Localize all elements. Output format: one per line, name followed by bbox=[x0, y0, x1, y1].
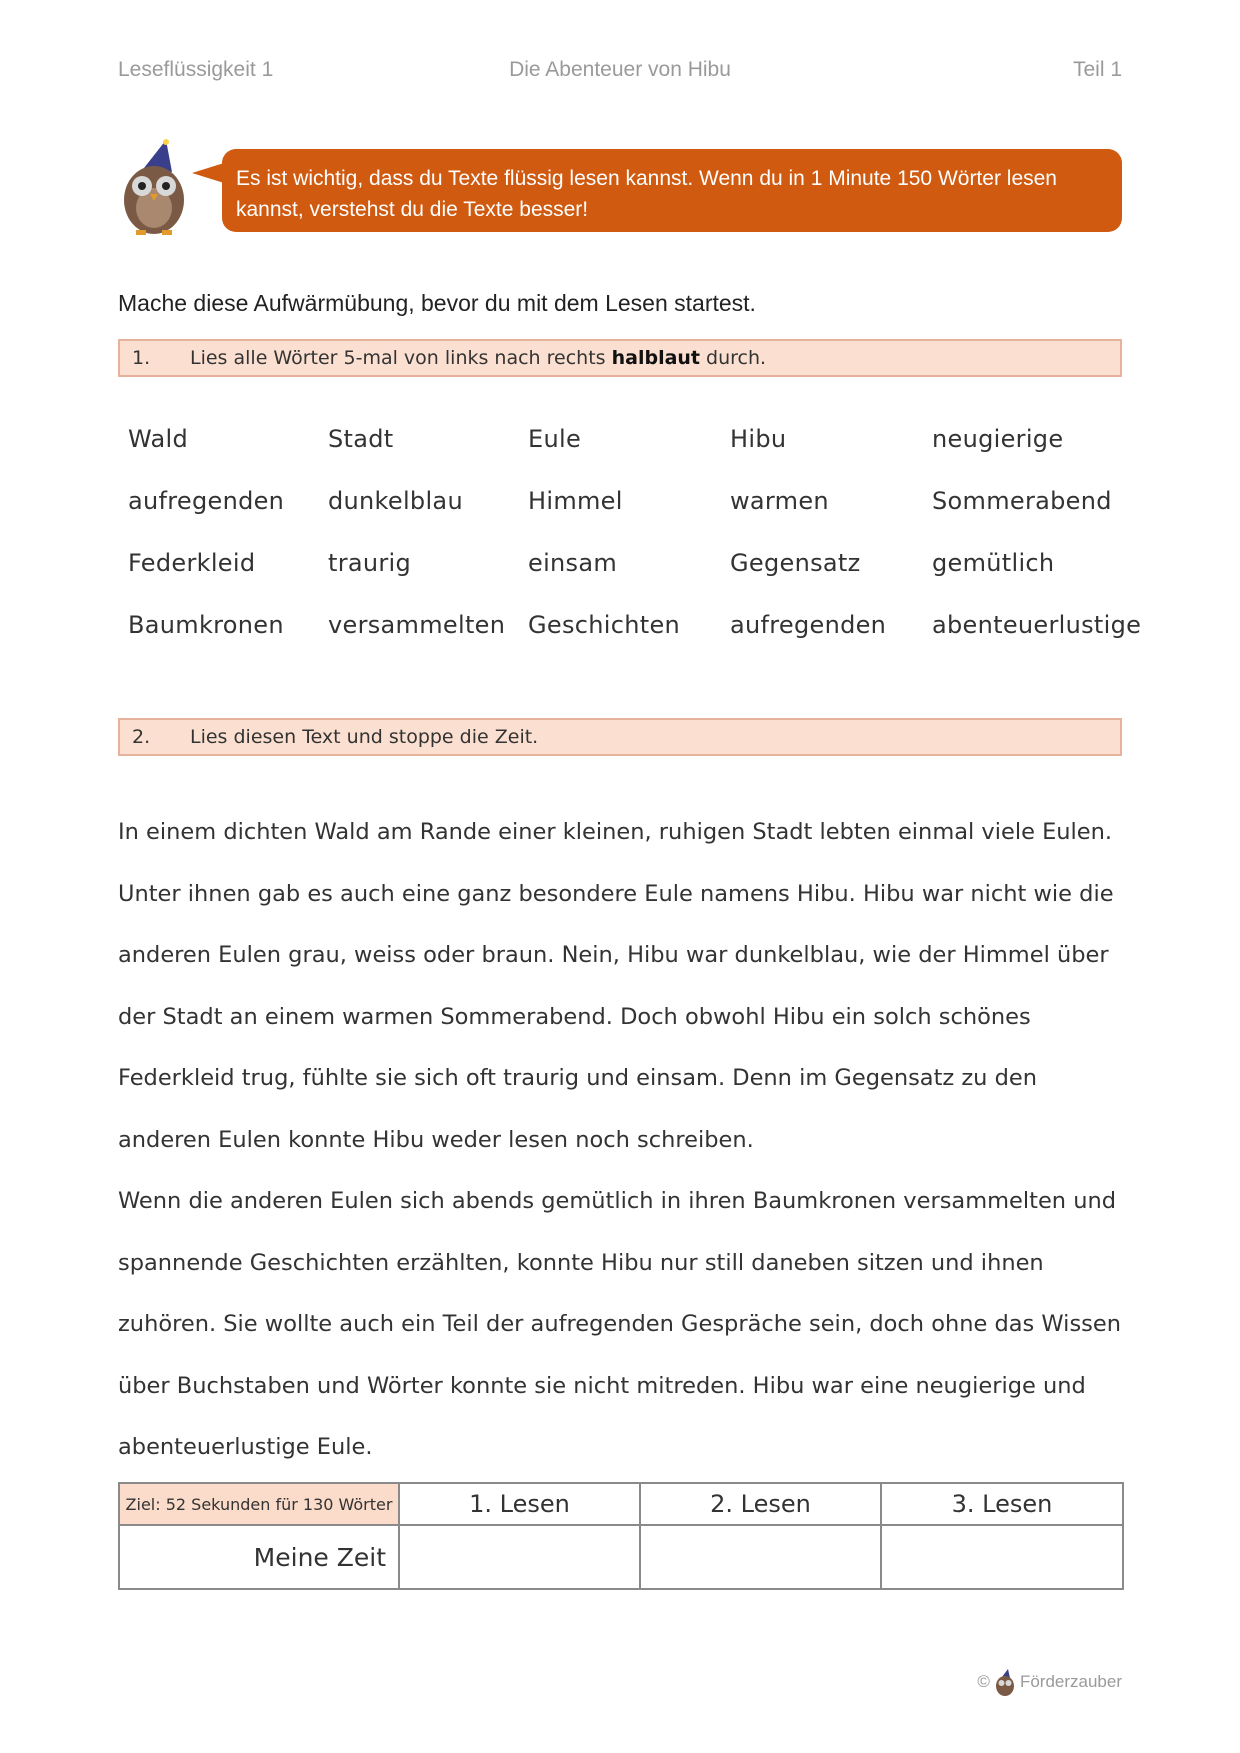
header-title: Die Abenteuer von Hibu bbox=[509, 58, 731, 81]
speech-bubble-tail bbox=[192, 163, 224, 183]
word: einsam bbox=[528, 549, 618, 577]
word: Eule bbox=[528, 425, 582, 453]
word: Wald bbox=[128, 425, 189, 453]
reading-1-header: 1. Lesen bbox=[399, 1483, 640, 1525]
owl-logo-icon bbox=[994, 1668, 1016, 1696]
word: Baumkronen bbox=[128, 611, 284, 639]
page-header bbox=[118, 58, 1122, 88]
goal-cell: Ziel: 52 Sekunden für 130 Wörter bbox=[119, 1483, 399, 1525]
reading-3-time-cell[interactable] bbox=[881, 1525, 1123, 1589]
task-1-bold-word: halblaut bbox=[611, 347, 701, 369]
word: Hibu bbox=[730, 425, 787, 453]
task-1-instruction: Lies alle Wörter 5-mal von links nach rechts halblaut durch. bbox=[190, 347, 767, 369]
my-time-label: Meine Zeit bbox=[119, 1525, 399, 1589]
story-paragraph-1: In einem dichten Wald am Rande einer kleinen, ruhigen Stadt lebten einmal viele Eulen. Unter ihnen gab es auch eine ganz besondere Eule namens Hibu. Hibu war nicht wie die anderen Eulen grau, weiss oder braun. Nein, Hibu war dunkelblau, wie der Himmel über der Stadt an einem warmen Sommerabend. Doch obwohl Hibu ein solch schönes Federkleid trug, fühlte sie sich oft traurig und einsam. Denn im Gegensatz zu den anderen Eulen konnte Hibu weder lesen noch schreiben. bbox=[118, 819, 1114, 1153]
word: Gegensatz bbox=[730, 549, 861, 577]
reading-time-table bbox=[118, 1482, 1124, 1590]
word: Sommerabend bbox=[932, 487, 1112, 515]
owl-wizard-icon bbox=[118, 138, 190, 236]
intro-text: Mache diese Aufwärmübung, bevor du mit dem Lesen startest. bbox=[118, 290, 756, 316]
word: Federkleid bbox=[128, 549, 256, 577]
reading-1-time-cell[interactable] bbox=[399, 1525, 640, 1589]
word: neugierige bbox=[932, 425, 1064, 453]
reading-2-time-cell[interactable] bbox=[640, 1525, 881, 1589]
reading-2-header: 2. Lesen bbox=[640, 1483, 881, 1525]
task-2-number: 2. bbox=[132, 726, 151, 748]
copyright-symbol: © bbox=[977, 1672, 990, 1691]
header-part: Teil 1 bbox=[1072, 58, 1122, 81]
word: warmen bbox=[730, 487, 829, 515]
word: aufregenden bbox=[730, 611, 887, 639]
page-footer bbox=[977, 1668, 1122, 1696]
word: versammelten bbox=[328, 611, 506, 639]
brand-name: Förderzauber bbox=[1019, 1672, 1122, 1691]
word: dunkelblau bbox=[328, 487, 463, 515]
word: Geschichten bbox=[528, 611, 681, 639]
speech-bubble: Es ist wichtig, dass du Texte flüssig lesen kannst. Wenn du in 1 Minute 150 Wörter lesen kannst, verstehst du die Texte besser! bbox=[222, 149, 1122, 232]
word: abenteuerlustige bbox=[932, 611, 1142, 639]
word: traurig bbox=[328, 549, 412, 577]
story-paragraph-2: Wenn die anderen Eulen sich abends gemütlich in ihren Baumkronen versammelten und spannende Geschichten erzählten, konnte Hibu nur still daneben sitzen und ihnen zuhören. Sie wollte auch ein Teil der aufregenden Gespräche sein, doch ohne das Wissen über Buchstaben und Wörter konnte sie nicht mitreden. Hibu war eine neugierige und abenteuerlustige Eule. bbox=[118, 1188, 1121, 1460]
reading-3-header: 3. Lesen bbox=[881, 1483, 1123, 1525]
task-2-bar bbox=[118, 718, 1122, 756]
task-1-number: 1. bbox=[132, 347, 151, 369]
word: aufregenden bbox=[128, 487, 285, 515]
word: Stadt bbox=[328, 425, 394, 453]
word: gemütlich bbox=[932, 549, 1055, 577]
task-1-bar bbox=[118, 339, 1122, 377]
word: Himmel bbox=[528, 487, 623, 515]
task-2-instruction: Lies diesen Text und stoppe die Zeit. bbox=[190, 726, 539, 748]
story-text bbox=[118, 802, 1128, 1479]
header-left: Leseflüssigkeit 1 bbox=[118, 58, 274, 81]
